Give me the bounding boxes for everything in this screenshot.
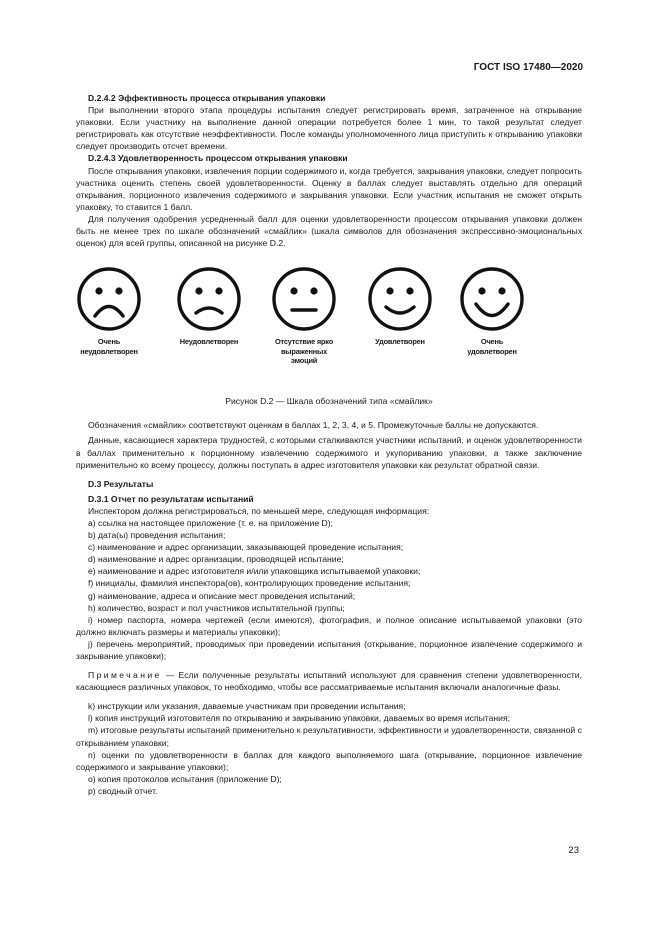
list-item: m) итоговые результаты испытаний применительно к результативности, эффективности и удовлетворенности, связанной с открыванием упаковки; xyxy=(76,725,582,748)
paragraph: При выполнении второго этапа процедуры испытания следует регистрировать время, затраченное на открывание упаковки. Если участнику на выполнение данной операции потребуется более 1 мин, то такой результат следует регистрировать как отсутствие неэффективности. После команды уполномоченного лица приступить к открыванию упаковки следует производить отсчет времени. xyxy=(76,105,582,152)
sad-face-icon xyxy=(177,267,241,331)
section-heading-d3: D.3 Результаты xyxy=(88,478,154,489)
paragraph: Для получения одобрения усредненный балл для оценки удовлетворенности процессом открывания упаковки должен быть не менее трех по шкале обозначений «смайлик» (шкала символов для обозначения экспрессивно-эмоциональных оценок) для всей группы, описанной на рисунке D.2. xyxy=(76,213,582,249)
list-item: k) инструкции или указания, даваемые участникам при проведении испытания; xyxy=(88,701,406,712)
list-item: a) ссылка на настоящее приложение (т. е. на приложение D); xyxy=(88,517,333,528)
paragraph: После открывания упаковки, извлечения порции содержимого и, когда требуется, закрывания упаковки, следует попросить участника оценить степень своей удовлетворенности. Оценку в баллах следует выставлять отдельно для операций открывания, порционного извлечения содержимого и закрывания упаковки. Если участник испытания не сможет открыть упаковку, то ставится 1 балл. xyxy=(76,165,582,212)
list-item: e) наименование и адрес изготовителя и/или упаковщика испытываемой упаковки; xyxy=(88,566,421,577)
face-unsatisfied xyxy=(176,267,242,347)
face-label: Очень неудовлетворен xyxy=(80,337,138,356)
face-very-unsatisfied xyxy=(76,267,142,356)
list-item: h) количество, возраст и пол участников испытательной группы; xyxy=(88,602,345,613)
list-item: p) сводный отчет. xyxy=(88,785,158,796)
section-heading-d242: D.2.4.2 Эффективность процесса открывания упаковки xyxy=(88,93,326,103)
smiling-face-icon xyxy=(368,267,432,331)
list-item: g) наименование, адреса и описание мест проведения испытаний; xyxy=(88,590,356,601)
face-label: Очень удовлетворен xyxy=(467,337,517,356)
note xyxy=(76,669,582,693)
standard-number: ГОСТ ISO 17480—2020 xyxy=(473,62,583,73)
very-happy-face-icon xyxy=(460,267,524,331)
paragraph: Инспектором должна регистрироваться, по меньшей мере, следующая информация: xyxy=(88,505,430,516)
list-item: o) копия протоколов испытания (приложение D); xyxy=(88,773,282,784)
paragraph: Обозначения «смайлик» соответствуют оценкам в баллах 1, 2, 3, 4, и 5. Промежуточные баллы не допускаются. xyxy=(88,420,539,431)
face-label: Отсутствие ярко выраженных эмоций xyxy=(274,337,334,366)
list-item: b) дата(ы) проведения испытания; xyxy=(88,530,226,541)
section-heading-d243: D.2.4.3 Удовлетворенность процессом открывания упаковки xyxy=(88,153,348,164)
smiley-scale-figure xyxy=(76,267,582,389)
list-item: l) копия инструкций изготовителя по открыванию и закрыванию упаковки, даваемых во время испытания; xyxy=(88,713,511,724)
paragraph: Данные, касающиеся характера трудностей, с которыми сталкиваются участники испытаний, и оценок удовлетворенности в баллах применительно к порционному извлечению содержимого и укупориванию упаковки, а также заключение применительно ко всему процессу, должны поступать в адрес изготовителя упаковки как результат обратной связи. xyxy=(76,435,582,470)
list-item: j) перечень мероприятий, проводимых при проведении испытания (открывание, порционное извлечение содержимого и закрывание упаковки); xyxy=(76,638,582,661)
neutral-face-icon xyxy=(272,267,336,331)
page-number: 23 xyxy=(568,845,579,856)
very-sad-face-icon xyxy=(77,267,141,331)
figure-caption: Рисунок D.2 — Шкала обозначений типа «смайлик» xyxy=(225,396,433,407)
report-items-list-2 xyxy=(76,700,582,797)
report-items-list-1 xyxy=(76,517,582,662)
list-item: c) наименование и адрес организации, заказывающей проведение испытания; xyxy=(88,542,404,553)
face-neutral xyxy=(271,267,337,366)
list-item: i) номер паспорта, номера чертежей (если имеются), фотография, и полное описание испытываемой упаковки (это должно включать размеры и материалы упаковки); xyxy=(76,614,582,637)
list-item: n) оценки по удовлетворенности в баллах для каждого выполняемого шага (открывание, порционное извлечение содержимого и закрывание упаковки); xyxy=(76,749,582,772)
note-text: — Если полученные результаты испытаний используют для сравнения степени удовлетворенности, касающиеся различных упаковок, то необходимо, чтобы все рассматриваемые испытания включали аналогичные фазы. xyxy=(76,670,582,693)
face-label: Неудовлетворен xyxy=(179,337,239,347)
section-heading-d31: D.3.1 Отчет по результатам испытаний xyxy=(88,493,254,504)
page-content xyxy=(76,92,582,797)
face-satisfied xyxy=(367,267,433,347)
note-label: Примечание xyxy=(88,670,162,681)
list-item: d) наименование и адрес организации, проводящей испытание; xyxy=(88,554,344,565)
face-label: Удовлетворен xyxy=(375,337,425,347)
face-very-satisfied xyxy=(459,267,525,356)
list-item: f) инициалы, фамилия инспектора(ов), контролирующих проведение испытания; xyxy=(88,578,411,589)
